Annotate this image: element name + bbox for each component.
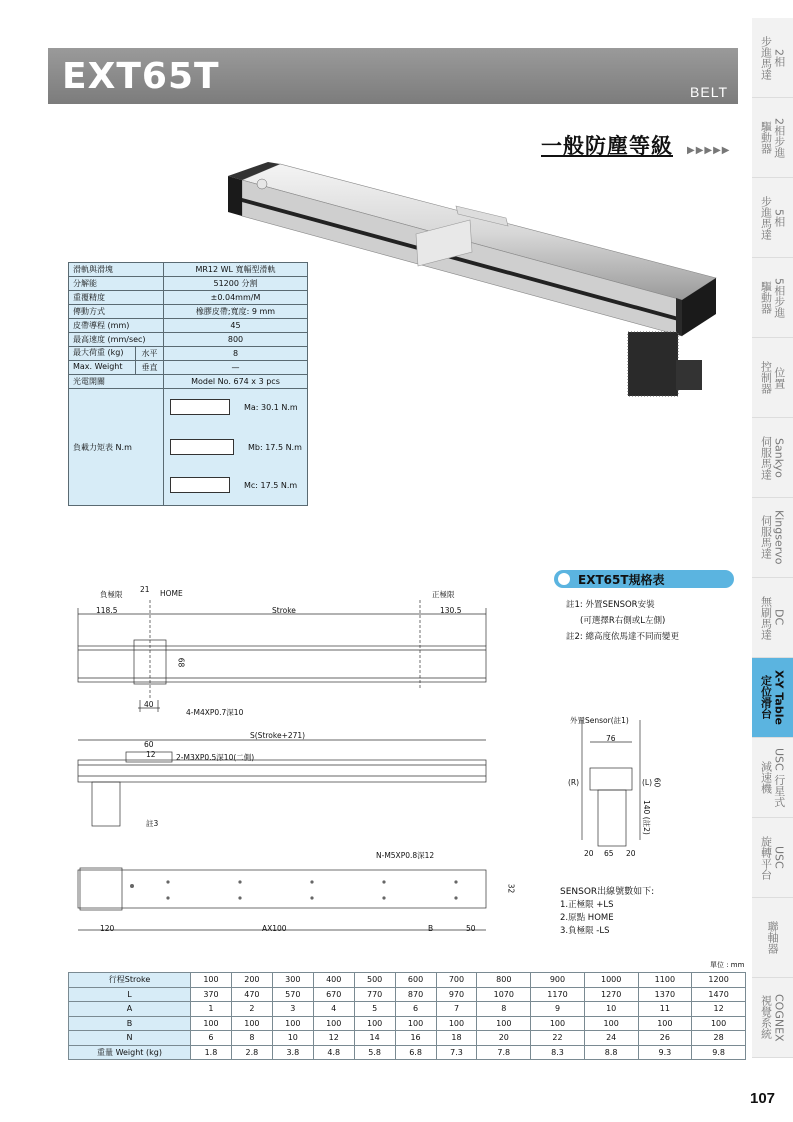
table-row: [69, 1031, 746, 1046]
table-cell: 4: [313, 1002, 354, 1017]
page-number: 107: [750, 1090, 776, 1107]
table-cell: 6: [191, 1031, 232, 1046]
dim-pos-limit: 正極限: [432, 590, 455, 599]
table-cell: 100: [191, 973, 232, 988]
table-cell: 5.8: [354, 1045, 395, 1060]
dim-20a: 20: [584, 849, 594, 858]
table-cell: 9: [531, 1002, 585, 1017]
side-tab-5[interactable]: Sankyo 伺服馬達: [752, 418, 793, 498]
note-1: 註1: 外置SENSOR安裝: [566, 600, 655, 610]
dim-40: 40: [144, 700, 154, 709]
dim-60b: 60: [652, 777, 662, 788]
spec-row-sensor: 光電開關 Model No. 674 x 3 pcs: [69, 375, 307, 389]
dim-118-5: 118.5: [96, 606, 118, 615]
note-1b: (可選擇R右側或L左側): [580, 616, 666, 626]
side-tab-1[interactable]: 2相步進 驅動器: [752, 98, 793, 178]
table-cell: 300: [272, 973, 313, 988]
table-cell: 370: [191, 987, 232, 1002]
table-cell: 100: [395, 1016, 436, 1031]
side-tab-3[interactable]: 5相步進 驅動器: [752, 258, 793, 338]
table-cell: 20: [477, 1031, 531, 1046]
table-row-label: L: [69, 987, 191, 1002]
side-tab-7[interactable]: DC 無刷馬達: [752, 578, 793, 658]
table-cell: 2.8: [231, 1045, 272, 1060]
table-cell: 2: [231, 1002, 272, 1017]
side-tab-2[interactable]: 5相 步進馬達: [752, 178, 793, 258]
table-row-label: A: [69, 1002, 191, 1017]
spec-row: 重覆精度 ±0.04mm/M: [69, 291, 307, 305]
dim-m4: 4-M4XP0.7深10: [186, 708, 244, 717]
table-cell: 100: [436, 1016, 477, 1031]
table-cell: 18: [436, 1031, 477, 1046]
spec-heading: EXT65T規格表: [554, 570, 734, 588]
arrow-icons: ▶▶▶▶▶: [687, 145, 731, 156]
spec-row-maxload-v: Max. Weight 垂直 —: [69, 361, 307, 375]
table-cell: 400: [313, 973, 354, 988]
side-tab-0[interactable]: 2相 步進馬達: [752, 18, 793, 98]
product-title: EXT65T: [62, 56, 220, 97]
side-tab-8[interactable]: X-Y Table 定位滑台: [752, 658, 793, 738]
table-cell: 26: [638, 1031, 692, 1046]
table-cell: 7: [436, 1002, 477, 1017]
table-cell: 10: [584, 1002, 638, 1017]
table-cell: 470: [231, 987, 272, 1002]
table-cell: 6: [395, 1002, 436, 1017]
table-cell: 8.8: [584, 1045, 638, 1060]
table-cell: 670: [313, 987, 354, 1002]
table-cell: 14: [354, 1031, 395, 1046]
category-label: BELT: [690, 84, 728, 100]
table-row: [69, 973, 746, 988]
table-cell: 24: [584, 1031, 638, 1046]
note-2: 註2: 總高度依馬達不同而變更: [566, 632, 679, 642]
table-cell: 100: [354, 1016, 395, 1031]
protection-grade: 一般防塵等級: [541, 134, 673, 158]
table-cell: 100: [477, 1016, 531, 1031]
sensor-signal-title: SENSOR出線號數如下:: [560, 887, 655, 897]
table-cell: 5: [354, 1002, 395, 1017]
spec-row-moment: 負載力矩表 N.m Ma: 30.1 N.m Mb: 17.5 N.m Mc: 17.5 N.m: [69, 389, 307, 505]
unit-label: 單位 : mm: [710, 961, 745, 969]
table-row: [69, 1016, 746, 1031]
table-cell: 500: [354, 973, 395, 988]
side-tab-4[interactable]: 位置 控制器: [752, 338, 793, 418]
side-tab-12[interactable]: COGNEX 視覺系統: [752, 978, 793, 1058]
dim-50: 50: [466, 924, 476, 933]
spec-row: 皮帶導程 (mm) 45: [69, 319, 307, 333]
dim-ext-sensor: 外置Sensor(註1): [570, 716, 629, 725]
dim-stroke: Stroke: [272, 606, 296, 615]
table-cell: 600: [395, 973, 436, 988]
table-cell: 100: [692, 1016, 746, 1031]
table-cell: 970: [436, 987, 477, 1002]
side-tab-10[interactable]: USC 旋轉平台: [752, 818, 793, 898]
table-cell: 8: [231, 1031, 272, 1046]
table-cell: 870: [395, 987, 436, 1002]
dim-b: B: [428, 924, 434, 933]
table-cell: 1000: [584, 973, 638, 988]
table-row-label: N: [69, 1031, 191, 1046]
table-cell: 900: [531, 973, 585, 988]
table-cell: 1270: [584, 987, 638, 1002]
dim-21: 21: [140, 585, 150, 594]
table-cell: 100: [638, 1016, 692, 1031]
table-cell: 1200: [692, 973, 746, 988]
table-cell: 1370: [638, 987, 692, 1002]
sensor-signal-1: 1.正極限 +LS: [560, 900, 614, 910]
table-cell: 1.8: [191, 1045, 232, 1060]
table-cell: 4.8: [313, 1045, 354, 1060]
dim-neg-limit: 負極限: [100, 590, 123, 599]
dim-l: (L): [642, 778, 653, 787]
table-cell: 7.3: [436, 1045, 477, 1060]
table-cell: 6.8: [395, 1045, 436, 1060]
table-cell: 570: [272, 987, 313, 1002]
dim-note3: 註3: [146, 819, 159, 828]
table-cell: 200: [231, 973, 272, 988]
sensor-signal-3: 3.負極限 -LS: [560, 926, 610, 936]
table-cell: 12: [313, 1031, 354, 1046]
table-cell: 1170: [531, 987, 585, 1002]
dim-r: (R): [568, 778, 580, 787]
table-row-label: 重量 Weight (kg): [69, 1045, 191, 1060]
spec-row-maxload-h: 最大荷重 (kg) 水平 8: [69, 347, 307, 361]
dim-12: 12: [146, 750, 156, 759]
dim-s-total: S(Stroke+271): [250, 731, 306, 740]
sensor-signal-2: 2.原點 HOME: [560, 913, 614, 923]
table-cell: 100: [272, 1016, 313, 1031]
table-cell: 9.3: [638, 1045, 692, 1060]
table-row-label: 行程Stroke: [69, 973, 191, 988]
spec-row: 分解能 51200 分割: [69, 277, 307, 291]
table-cell: 100: [191, 1016, 232, 1031]
dim-130-5: 130.5: [440, 606, 462, 615]
dim-76: 76: [606, 734, 616, 743]
dim-120: 120: [100, 924, 115, 933]
spec-row: 最高速度 (mm/sec) 800: [69, 333, 307, 347]
spec-row: 傳動方式 橡膠皮帶;寬度: 9 mm: [69, 305, 307, 319]
table-cell: 100: [531, 1016, 585, 1031]
table-cell: 7.8: [477, 1045, 531, 1060]
table-cell: 3: [272, 1002, 313, 1017]
table-cell: 3.8: [272, 1045, 313, 1060]
stroke-table: [68, 972, 746, 1060]
moment-mc: Mc: 17.5 N.m: [244, 480, 298, 490]
table-cell: 8.3: [531, 1045, 585, 1060]
dim-68: 68: [176, 657, 186, 668]
dim-32: 32: [506, 883, 516, 894]
dim-nm5: N-M5XP0.8深12: [376, 851, 435, 860]
table-cell: 1070: [477, 987, 531, 1002]
dim-m3: 2-M3XP0.5深10(二側): [176, 753, 255, 762]
table-cell: 800: [477, 973, 531, 988]
side-tab-6[interactable]: Kingservo 伺服馬達: [752, 498, 793, 578]
table-cell: 28: [692, 1031, 746, 1046]
dim-home: HOME: [160, 589, 183, 598]
table-row: [69, 1002, 746, 1017]
dim-20b: 20: [626, 849, 636, 858]
table-cell: 100: [313, 1016, 354, 1031]
table-cell: 8: [477, 1002, 531, 1017]
table-cell: 770: [354, 987, 395, 1002]
table-cell: 100: [584, 1016, 638, 1031]
table-row: [69, 1045, 746, 1060]
moment-mb: Mb: 17.5 N.m: [248, 442, 302, 452]
table-cell: 1470: [692, 987, 746, 1002]
side-tab-9[interactable]: USC 行星式 減速機: [752, 738, 793, 818]
dim-140: 140 (註2): [642, 800, 651, 835]
moment-ma: Ma: 30.1 N.m: [244, 402, 298, 412]
spec-row: 滑軌與滑塊 MR12 WL 寬幅型滑軌: [69, 263, 307, 277]
table-cell: 12: [692, 1002, 746, 1017]
dim-ax100: AX100: [262, 924, 287, 933]
dim-60: 60: [144, 740, 154, 749]
table-row-label: B: [69, 1016, 191, 1031]
table-cell: 10: [272, 1031, 313, 1046]
side-tab-11[interactable]: 聯軸器: [752, 898, 793, 978]
table-row: [69, 987, 746, 1002]
table-cell: 1100: [638, 973, 692, 988]
table-cell: 100: [231, 1016, 272, 1031]
table-cell: 700: [436, 973, 477, 988]
dim-65: 65: [604, 849, 614, 858]
table-cell: 16: [395, 1031, 436, 1046]
table-cell: 1: [191, 1002, 232, 1017]
table-cell: 22: [531, 1031, 585, 1046]
table-cell: 11: [638, 1002, 692, 1017]
table-cell: 9.8: [692, 1045, 746, 1060]
